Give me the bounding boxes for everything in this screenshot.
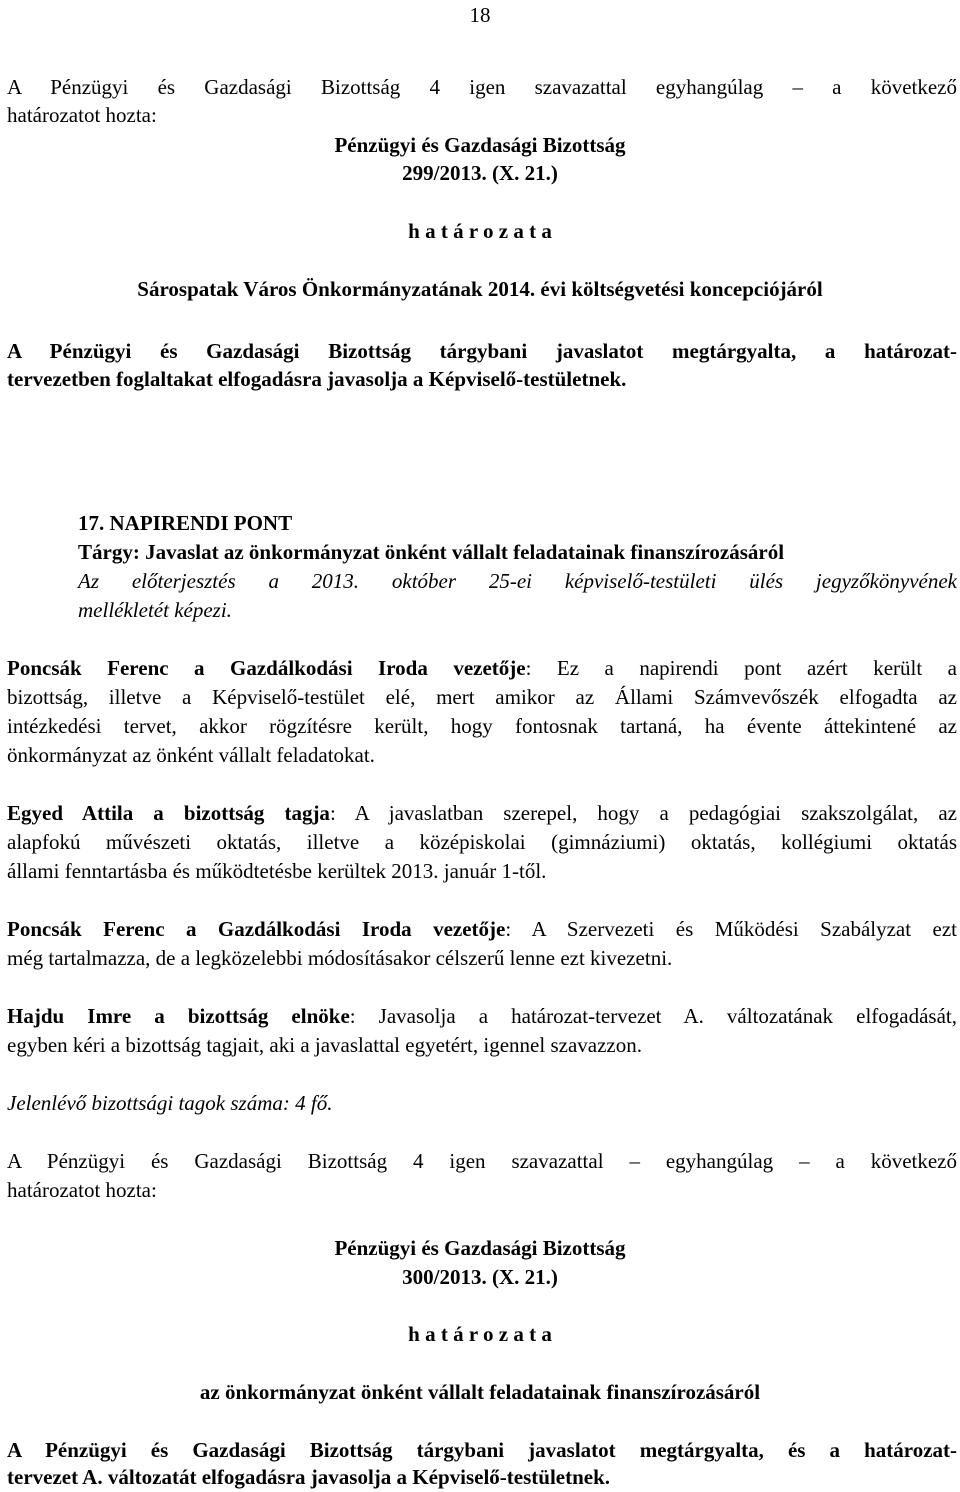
statement-text: : Javasolja a határozat-tervezet A. változatának elfogadását,: [349, 1004, 957, 1028]
attendance-note: Jelenlévő bizottsági tagok száma: 4 fő.: [7, 1091, 333, 1115]
resolution-subject: az önkormányzat önként vállalt feladatainak finanszírozásáról: [199, 1380, 761, 1404]
paragraph-2-line-3: állami fenntartásba és működtetésbe kerültek 2013. január 1-től.: [7, 859, 547, 883]
paragraph-2-line-1: [7, 800, 957, 826]
resolution-body-line-1: A Pénzügyi és Gazdasági Bizottság tárgybani javaslatot megtárgyalta, a határozat-: [7, 339, 957, 363]
committee-name: Pénzügyi és Gazdasági Bizottság: [334, 133, 626, 157]
resolution-intro-line-2: határozatot hozta:: [7, 1178, 157, 1202]
resolution-subject: Sárospatak Város Önkormányzatának 2014. évi költségvetési koncepciójáról: [137, 277, 823, 301]
paragraph-1-line-2: bizottság, illetve a Képviselő-testület elé, mert amikor az Állami Számvevőszék elfogadta az: [7, 685, 957, 709]
agenda-subject: Tárgy: Javaslat az önkormányzat önként vállalt feladatainak finanszírozásáról: [78, 540, 785, 564]
resolution-body-line-2: tervezetben foglaltakat elfogadásra javasolja a Képviselő-testületnek.: [7, 367, 627, 391]
agenda-note-line-1: Az előterjesztés a 2013. október 25-ei képviselő-testületi ülés jegyzőkönyvének: [78, 569, 957, 593]
resolution-kind: h a t á r o z a t a: [408, 219, 552, 243]
paragraph-1-line-1: [7, 655, 957, 681]
paragraph-4-line-2: egyben kéri a bizottság tagjait, aki a javaslattal egyetért, igennel szavazzon.: [7, 1033, 642, 1057]
resolution-body-line-2: tervezet A. változatát elfogadásra javasolja a Képviselő-testületnek.: [7, 1465, 611, 1489]
resolution-kind: h a t á r o z a t a: [408, 1322, 552, 1346]
paragraph-1-line-3: intézkedési tervet, akkor rögzítésre került, hogy fontosnak tartaná, ha évente áttekintené az: [7, 714, 957, 738]
speaker-name: Egyed Attila a bizottság tagja: [7, 801, 330, 825]
agenda-heading: 17. NAPIRENDI PONT: [78, 511, 293, 535]
paragraph-3-line-2: még tartalmazza, de a legközelebbi módosításakor célszerű lenne ezt kivezetni.: [7, 946, 673, 970]
resolution-intro-line-1: A Pénzügyi és Gazdasági Bizottság 4 igen szavazattal – egyhangúlag – a következő: [7, 1149, 957, 1173]
paragraph-3-line-1: [7, 916, 957, 942]
speaker-name: Poncsák Ferenc a Gazdálkodási Iroda vezetője: [7, 917, 506, 941]
paragraph-1-line-4: önkormányzat az önként vállalt feladatokat.: [7, 743, 375, 767]
speaker-name: Poncsák Ferenc a Gazdálkodási Iroda vezetője: [7, 656, 526, 680]
resolution-number: 300/2013. (X. 21.): [402, 1265, 558, 1289]
statement-text: : Ez a napirendi pont azért került a: [525, 656, 957, 680]
resolution-number: 299/2013. (X. 21.): [402, 161, 558, 185]
paragraph-4-line-1: [7, 1003, 957, 1029]
statement-text: : A Szervezeti és Működési Szabályzat ezt: [505, 917, 957, 941]
paragraph-2-line-2: alapfokú művészeti oktatás, illetve a középiskolai (gimnáziumi) oktatás, kollégiumi oktatás: [7, 830, 957, 854]
statement-text: : A javaslatban szerepel, hogy a pedagógiai szakszolgálat, az: [329, 801, 957, 825]
resolution-intro-line-2: határozatot hozta:: [7, 103, 157, 127]
agenda-note-line-2: mellékletét képezi.: [78, 598, 232, 622]
committee-name: Pénzügyi és Gazdasági Bizottság: [334, 1236, 626, 1260]
page-number: 18: [469, 3, 491, 27]
speaker-name: Hajdu Imre a bizottság elnöke: [7, 1004, 350, 1028]
resolution-intro-line-1: A Pénzügyi és Gazdasági Bizottság 4 igen szavazattal egyhangúlag – a következő: [7, 75, 957, 99]
resolution-body-line-1: A Pénzügyi és Gazdasági Bizottság tárgybani javaslatot megtárgyalta, és a határozat-: [7, 1438, 957, 1462]
